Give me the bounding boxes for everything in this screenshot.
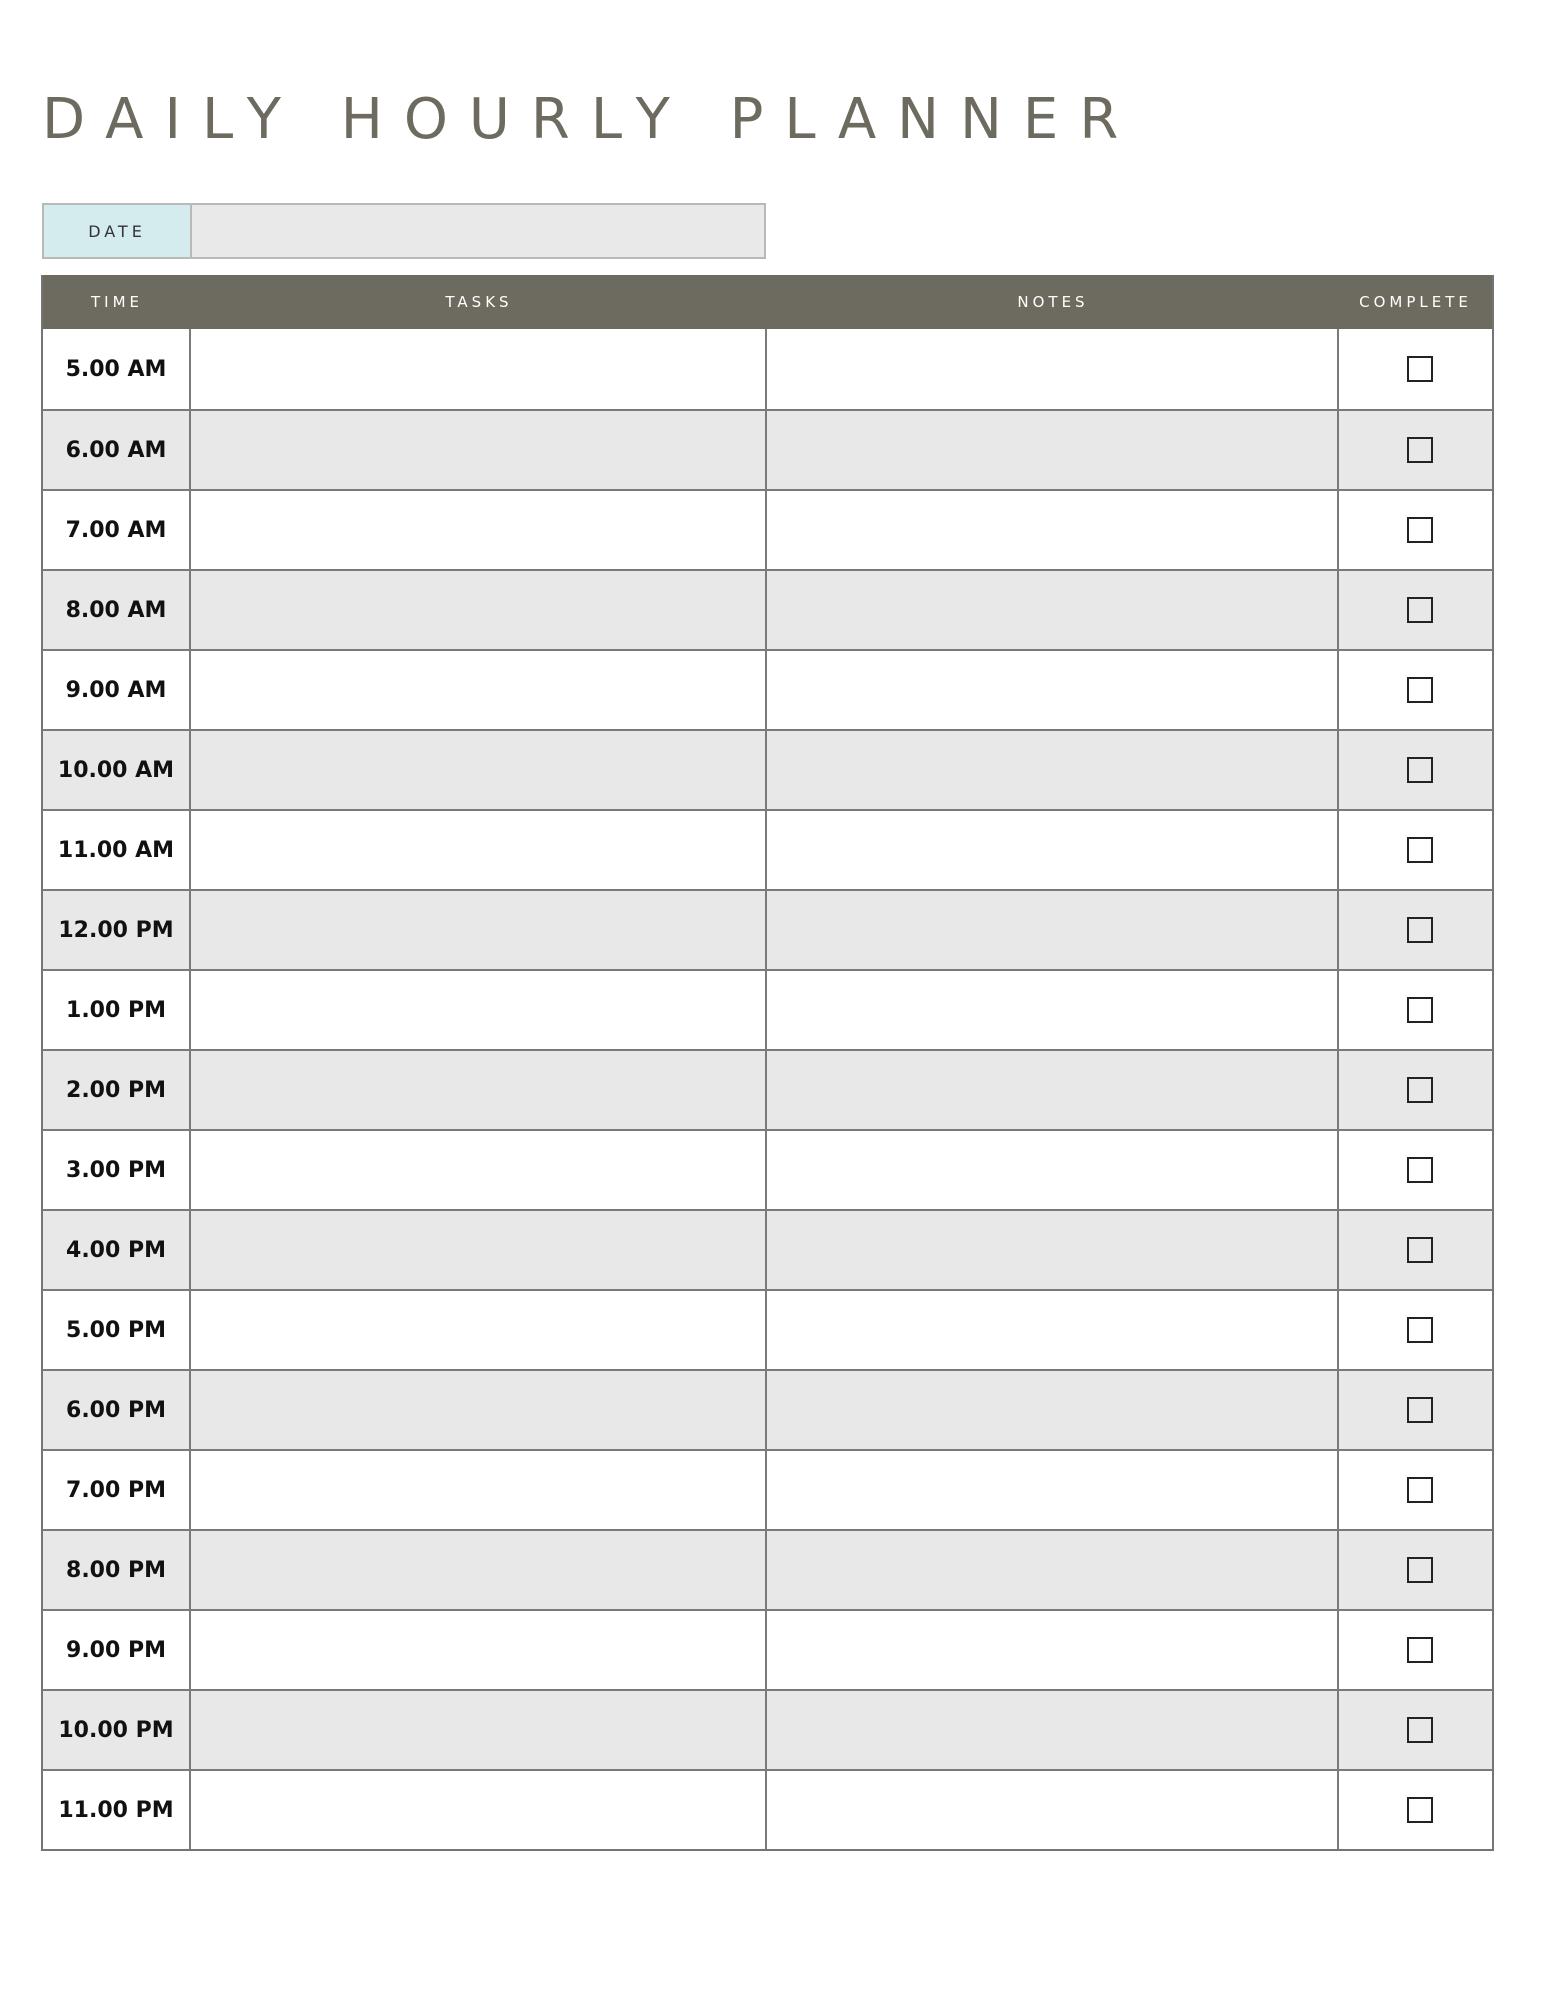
table-row bbox=[43, 649, 1492, 729]
notes-cell[interactable] bbox=[767, 1211, 1339, 1289]
table-row bbox=[43, 1529, 1492, 1609]
task-cell[interactable] bbox=[191, 971, 767, 1049]
time-cell: 4.00 PM bbox=[43, 1211, 191, 1289]
task-cell[interactable] bbox=[191, 731, 767, 809]
complete-cell bbox=[1339, 971, 1492, 1049]
time-cell: 6.00 AM bbox=[43, 411, 191, 489]
notes-cell[interactable] bbox=[767, 1291, 1339, 1369]
notes-cell[interactable] bbox=[767, 1691, 1339, 1769]
complete-checkbox[interactable] bbox=[1407, 1237, 1433, 1263]
time-cell: 8.00 AM bbox=[43, 571, 191, 649]
time-cell: 10.00 AM bbox=[43, 731, 191, 809]
complete-cell bbox=[1339, 1691, 1492, 1769]
complete-cell bbox=[1339, 1611, 1492, 1689]
time-cell: 8.00 PM bbox=[43, 1531, 191, 1609]
complete-checkbox[interactable] bbox=[1407, 757, 1433, 783]
task-cell[interactable] bbox=[191, 491, 767, 569]
time-cell: 9.00 PM bbox=[43, 1611, 191, 1689]
complete-cell bbox=[1339, 1771, 1492, 1849]
table-row bbox=[43, 1689, 1492, 1769]
notes-cell[interactable] bbox=[767, 651, 1339, 729]
table-row bbox=[43, 409, 1492, 489]
date-field[interactable] bbox=[192, 205, 764, 257]
time-cell: 6.00 PM bbox=[43, 1371, 191, 1449]
table-row bbox=[43, 1449, 1492, 1529]
table-row bbox=[43, 569, 1492, 649]
time-cell: 9.00 AM bbox=[43, 651, 191, 729]
task-cell[interactable] bbox=[191, 329, 767, 409]
page-title: DAILY HOURLY PLANNER bbox=[42, 87, 1140, 152]
notes-cell[interactable] bbox=[767, 971, 1339, 1049]
task-cell[interactable] bbox=[191, 1771, 767, 1849]
task-cell[interactable] bbox=[191, 1131, 767, 1209]
complete-cell bbox=[1339, 731, 1492, 809]
complete-checkbox[interactable] bbox=[1407, 1477, 1433, 1503]
time-cell: 7.00 PM bbox=[43, 1451, 191, 1529]
time-cell: 2.00 PM bbox=[43, 1051, 191, 1129]
header-time: TIME bbox=[90, 293, 143, 311]
complete-cell bbox=[1339, 329, 1492, 409]
table-row bbox=[43, 969, 1492, 1049]
notes-cell[interactable] bbox=[767, 491, 1339, 569]
complete-checkbox[interactable] bbox=[1407, 517, 1433, 543]
notes-cell[interactable] bbox=[767, 571, 1339, 649]
task-cell[interactable] bbox=[191, 1611, 767, 1689]
complete-cell bbox=[1339, 1211, 1492, 1289]
complete-cell bbox=[1339, 1131, 1492, 1209]
table-row bbox=[43, 889, 1492, 969]
complete-checkbox[interactable] bbox=[1407, 356, 1433, 382]
table-row bbox=[43, 1369, 1492, 1449]
notes-cell[interactable] bbox=[767, 329, 1339, 409]
date-box bbox=[42, 203, 766, 259]
task-cell[interactable] bbox=[191, 1051, 767, 1129]
complete-checkbox[interactable] bbox=[1407, 1397, 1433, 1423]
table-row bbox=[43, 1129, 1492, 1209]
complete-checkbox[interactable] bbox=[1407, 1317, 1433, 1343]
table-body bbox=[43, 329, 1492, 1849]
table-header bbox=[43, 275, 1492, 329]
complete-checkbox[interactable] bbox=[1407, 1077, 1433, 1103]
task-cell[interactable] bbox=[191, 1291, 767, 1369]
header-tasks: TASKS bbox=[445, 293, 513, 311]
header-complete: COMPLETE bbox=[1359, 293, 1472, 311]
complete-checkbox[interactable] bbox=[1407, 677, 1433, 703]
complete-checkbox[interactable] bbox=[1407, 437, 1433, 463]
task-cell[interactable] bbox=[191, 811, 767, 889]
notes-cell[interactable] bbox=[767, 1051, 1339, 1129]
complete-checkbox[interactable] bbox=[1407, 837, 1433, 863]
complete-cell bbox=[1339, 811, 1492, 889]
task-cell[interactable] bbox=[191, 411, 767, 489]
complete-cell bbox=[1339, 491, 1492, 569]
table-row bbox=[43, 1209, 1492, 1289]
complete-checkbox[interactable] bbox=[1407, 1557, 1433, 1583]
notes-cell[interactable] bbox=[767, 1131, 1339, 1209]
task-cell[interactable] bbox=[191, 1531, 767, 1609]
task-cell[interactable] bbox=[191, 1451, 767, 1529]
task-cell[interactable] bbox=[191, 1691, 767, 1769]
time-cell: 11.00 AM bbox=[43, 811, 191, 889]
complete-cell bbox=[1339, 1451, 1492, 1529]
complete-checkbox[interactable] bbox=[1407, 1157, 1433, 1183]
complete-checkbox[interactable] bbox=[1407, 997, 1433, 1023]
table-row bbox=[43, 1049, 1492, 1129]
table-row bbox=[43, 1289, 1492, 1369]
date-label: DATE bbox=[44, 205, 192, 257]
planner-table bbox=[41, 275, 1494, 1851]
notes-cell[interactable] bbox=[767, 1451, 1339, 1529]
table-row bbox=[43, 1609, 1492, 1689]
task-cell[interactable] bbox=[191, 891, 767, 969]
notes-cell[interactable] bbox=[767, 811, 1339, 889]
task-cell[interactable] bbox=[191, 571, 767, 649]
notes-cell[interactable] bbox=[767, 1531, 1339, 1609]
task-cell[interactable] bbox=[191, 1211, 767, 1289]
time-cell: 12.00 PM bbox=[43, 891, 191, 969]
notes-cell[interactable] bbox=[767, 411, 1339, 489]
table-row bbox=[43, 489, 1492, 569]
notes-cell[interactable] bbox=[767, 1371, 1339, 1449]
time-cell: 10.00 PM bbox=[43, 1691, 191, 1769]
complete-cell bbox=[1339, 1371, 1492, 1449]
complete-cell bbox=[1339, 1051, 1492, 1129]
complete-cell bbox=[1339, 411, 1492, 489]
notes-cell[interactable] bbox=[767, 891, 1339, 969]
complete-checkbox[interactable] bbox=[1407, 597, 1433, 623]
complete-checkbox[interactable] bbox=[1407, 1637, 1433, 1663]
time-cell: 5.00 PM bbox=[43, 1291, 191, 1369]
notes-cell[interactable] bbox=[767, 1611, 1339, 1689]
task-cell[interactable] bbox=[191, 651, 767, 729]
notes-cell[interactable] bbox=[767, 731, 1339, 809]
complete-checkbox[interactable] bbox=[1407, 1717, 1433, 1743]
complete-checkbox[interactable] bbox=[1407, 1797, 1433, 1823]
task-cell[interactable] bbox=[191, 1371, 767, 1449]
header-notes: NOTES bbox=[1017, 293, 1089, 311]
time-cell: 11.00 PM bbox=[43, 1771, 191, 1849]
time-cell: 1.00 PM bbox=[43, 971, 191, 1049]
complete-checkbox[interactable] bbox=[1407, 917, 1433, 943]
time-cell: 5.00 AM bbox=[43, 329, 191, 409]
complete-cell bbox=[1339, 1291, 1492, 1369]
time-cell: 7.00 AM bbox=[43, 491, 191, 569]
table-row bbox=[43, 729, 1492, 809]
notes-cell[interactable] bbox=[767, 1771, 1339, 1849]
complete-cell bbox=[1339, 571, 1492, 649]
table-row bbox=[43, 1769, 1492, 1849]
complete-cell bbox=[1339, 891, 1492, 969]
table-row bbox=[43, 329, 1492, 409]
complete-cell bbox=[1339, 1531, 1492, 1609]
complete-cell bbox=[1339, 651, 1492, 729]
time-cell: 3.00 PM bbox=[43, 1131, 191, 1209]
table-row bbox=[43, 809, 1492, 889]
